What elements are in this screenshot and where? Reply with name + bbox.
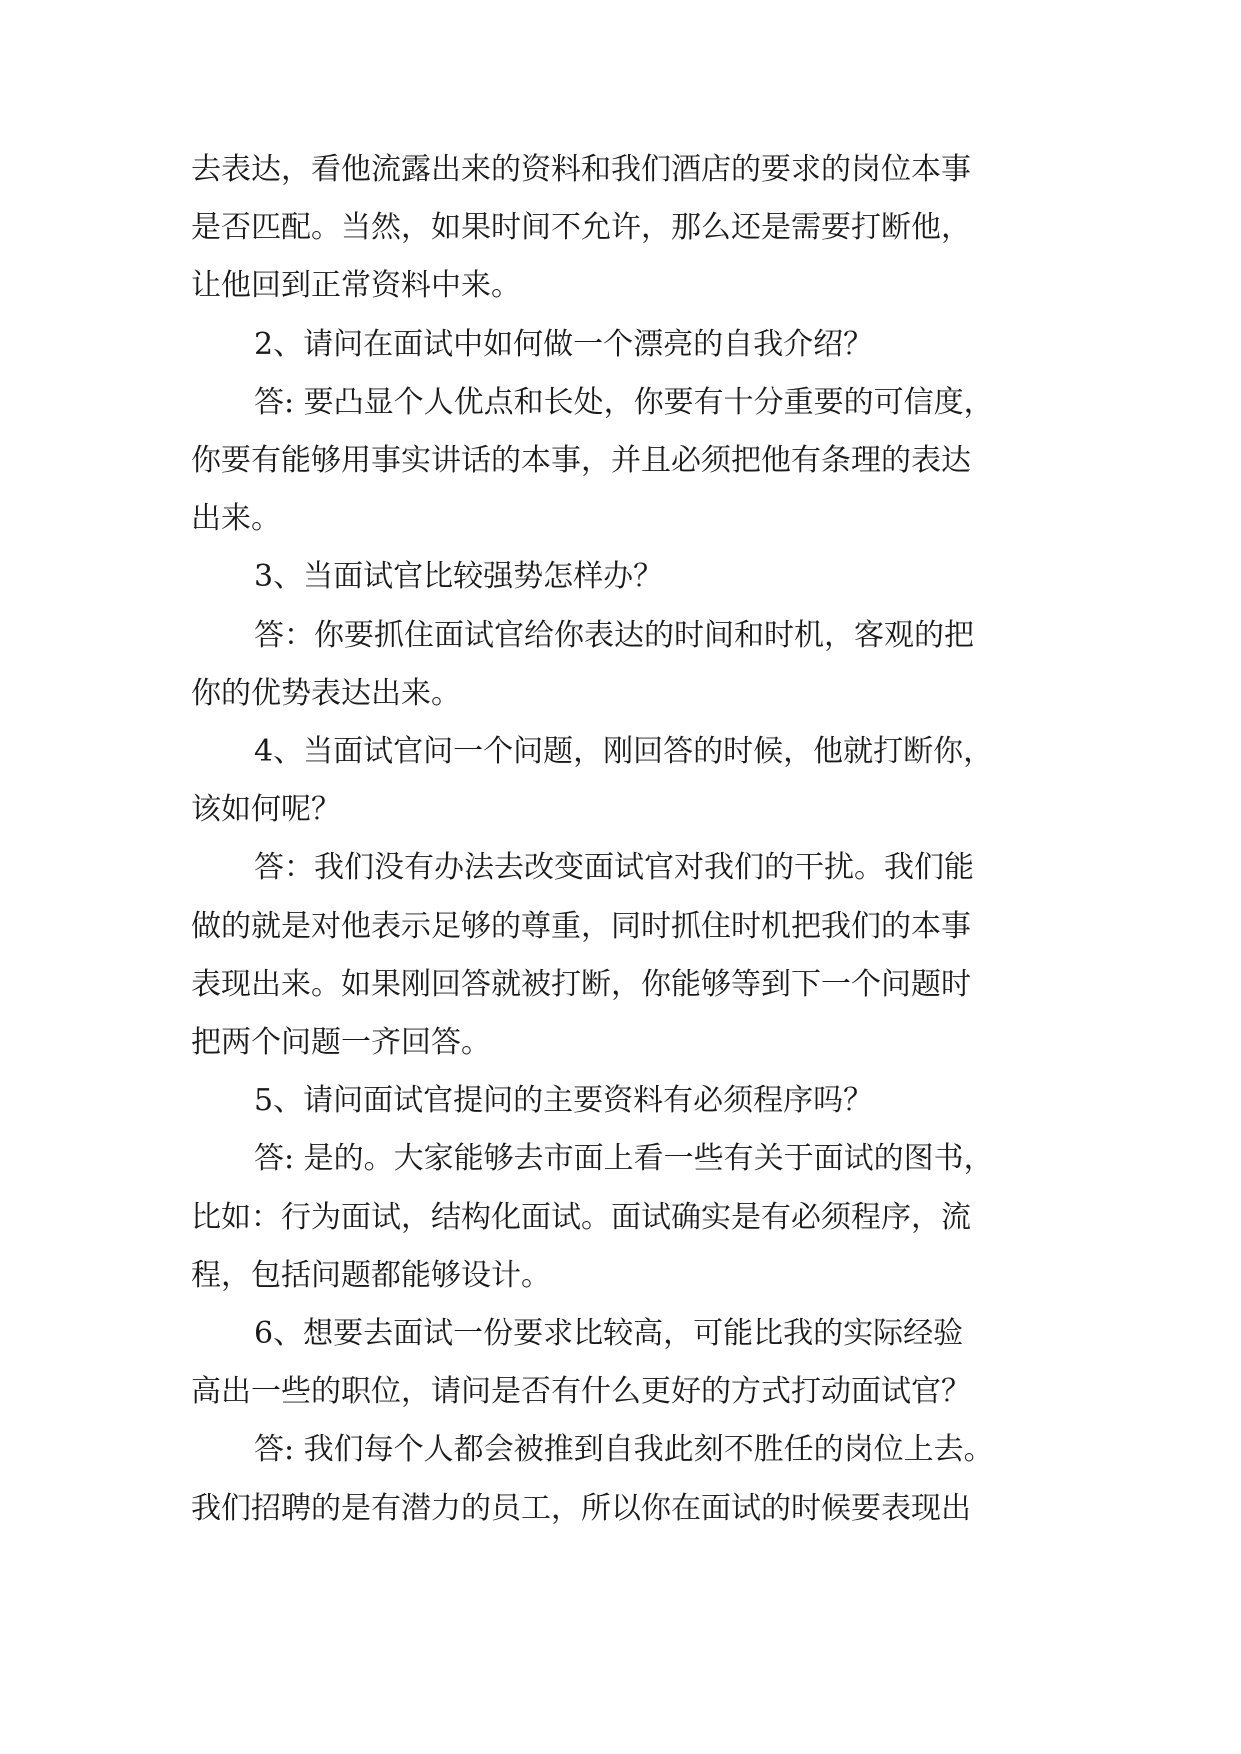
text-line: 把两个问题一齐回答。 <box>191 1025 491 1060</box>
text-line: 出来。 <box>191 501 281 536</box>
text-line: 该如何呢？ <box>191 792 341 827</box>
text-line: 5、请问面试官提问的主要资料有必须程序吗？ <box>254 1083 874 1118</box>
text-line: 2、请问在面试中如何做一个漂亮的自我介绍？ <box>254 327 874 362</box>
text-line: 比如：行为面试，结构化面试。面试确实是有必须程序，流 <box>191 1200 971 1235</box>
text-line: 做的就是对他表示足够的尊重，同时抓住时机把我们的本事 <box>191 909 971 944</box>
text-line: 答: 要凸显个人优点和长处，你要有十分重要的可信度， <box>254 385 994 420</box>
text-line: 是否匹配。当然，如果时间不允许，那么还是需要打断他， <box>191 210 971 245</box>
text-line: 去表达，看他流露出来的资料和我们酒店的要求的岗位本事 <box>191 152 971 187</box>
text-line: 答：我们没有办法去改变面试官对我们的干扰。我们能 <box>254 850 974 885</box>
text-line: 表现出来。如果刚回答就被打断，你能够等到下一个问题时 <box>191 967 971 1002</box>
text-line: 4、当面试官问一个问题，刚回答的时候，他就打断你， <box>254 734 994 769</box>
text-line: 程，包括问题都能够设计。 <box>191 1258 551 1293</box>
text-line: 答: 我们每个人都会被推到自我此刻不胜任的岗位上去。 <box>254 1432 994 1467</box>
text-line: 答：你要抓住面试官给你表达的时间和时机，客观的把 <box>254 618 974 653</box>
text-line: 3、当面试官比较强势怎样办？ <box>254 559 664 594</box>
text-line: 6、想要去面试一份要求比较高，可能比我的实际经验 <box>254 1316 964 1351</box>
text-line: 你要有能够用事实讲话的本事，并且必须把他有条理的表达 <box>191 443 971 478</box>
text-line: 高出一些的职位，请问是否有什么更好的方式打动面试官？ <box>191 1374 971 1409</box>
text-line: 让他回到正常资料中来。 <box>191 268 521 303</box>
text-line: 我们招聘的是有潜力的员工，所以你在面试的时候要表现出 <box>191 1491 971 1526</box>
text-line: 答: 是的。大家能够去市面上看一些有关于面试的图书， <box>254 1141 994 1176</box>
text-line: 你的优势表达出来。 <box>191 676 461 711</box>
